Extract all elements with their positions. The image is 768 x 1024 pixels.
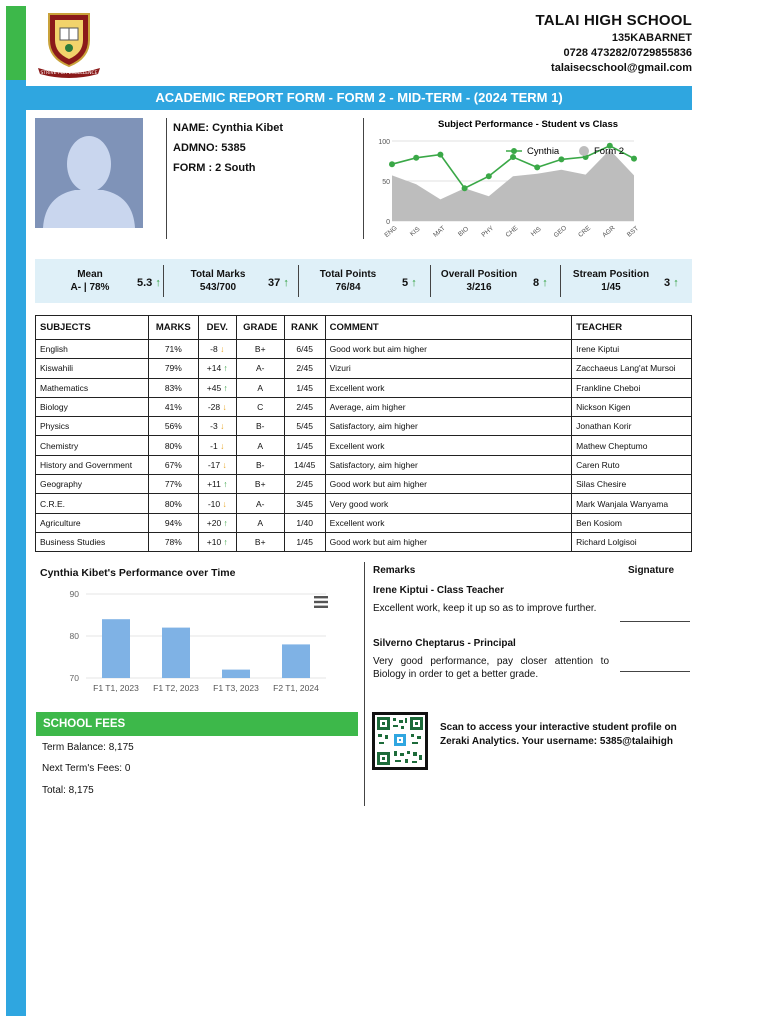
cell-grade: B+ [236,340,284,359]
student-point [413,155,419,161]
cell-grade: B+ [236,532,284,551]
x-tick-label: BST [625,225,641,239]
stream-position-label: Stream Position [572,269,650,280]
x-tick-label: CRE [577,224,593,239]
cell-dev [198,417,236,436]
cell-comment: Good work but aim higher [325,475,571,494]
cell-teacher: Irene Kiptui [572,340,692,359]
arrow-up-icon: ↑ [542,277,548,289]
arrow-down-icon: ↓ [220,402,227,413]
student-point [437,152,443,158]
school-header [536,12,692,74]
performance-chart-title: Cynthia Kibet's Performance over Time [40,567,236,579]
school-fees-header: SCHOOL FEES [36,712,358,736]
x-tick-label: CHE [504,224,520,239]
table-row [36,378,692,397]
cell-comment: Very good work [325,494,571,513]
cell-grade: A [236,378,284,397]
cell-marks: 94% [148,513,198,532]
legend-class: Form 2 [594,146,625,157]
table-row [36,532,692,551]
avatar-silhouette-icon [35,118,143,228]
column-header-dev: DEV. [198,316,236,340]
column-header-rank: RANK [284,316,325,340]
performance-over-time-chart [50,582,350,702]
column-header-comment: COMMENT [325,316,571,340]
y-tick-label: 100 [378,139,390,146]
student-point [534,164,540,170]
table-row [36,455,692,474]
cell-dev [198,475,236,494]
cell-rank: 1/45 [284,532,325,551]
table-row [36,397,692,416]
arrow-up-icon: ↑ [155,277,161,289]
student-name: NAME: Cynthia Kibet [173,122,283,134]
overall-position-label: Overall Position [440,269,518,280]
arrow-down-icon: ↓ [217,344,225,355]
dev-value: -17 [207,459,221,470]
legend-student: Cynthia [527,146,560,157]
x-tick-label: KIS [408,225,422,238]
cell-dev [198,436,236,455]
student-admno: ADMNO: 5385 [173,142,246,154]
cell-rank: 1/45 [284,378,325,397]
class-teacher-signature-line [620,621,690,622]
qr-code[interactable] [372,712,428,770]
student-point [389,161,395,167]
chart-legend [506,146,624,157]
cell-dev [198,359,236,378]
column-header-grade: GRADE [236,316,284,340]
cell-subject: Physics [36,417,149,436]
arrow-down-icon: ↓ [220,498,227,509]
total-marks-value: 543/700 [199,282,237,293]
cell-dev [198,494,236,513]
student-info [166,118,362,239]
dev-value: -3 [210,421,218,432]
cell-grade: B- [236,417,284,436]
summary-strip [35,259,692,303]
cell-rank: 2/45 [284,359,325,378]
student-point [510,154,516,160]
column-header-subjects: SUBJECTS [36,316,149,340]
table-row [36,359,692,378]
dev-value: +11 [207,479,221,490]
cell-dev [198,455,236,474]
performance-bar [162,628,190,678]
cell-subject: Chemistry [36,436,149,455]
cell-subject: English [36,340,149,359]
table-header-row [36,316,692,340]
stream-position-value: 1/45 [601,282,621,293]
student-photo [35,118,143,228]
total-points-deviation: 5 ↑ [402,277,417,289]
cell-grade: B- [236,455,284,474]
student-point [486,173,492,179]
cell-marks: 56% [148,417,198,436]
table-row [36,475,692,494]
cell-comment: Excellent work [325,378,571,397]
cell-dev [198,340,236,359]
x-tick-label: F1 T3, 2023 [213,683,259,693]
divider [363,118,364,239]
chart-menu-icon[interactable] [314,596,328,608]
chart-title: Subject Performance - Student vs Class [437,119,619,130]
cell-grade: A- [236,359,284,378]
side-accent-strip [6,6,26,1016]
student-form: FORM : 2 South [173,162,256,174]
cell-rank: 1/40 [284,513,325,532]
x-tick-label: ENG [383,224,399,240]
cell-subject: Biology [36,397,149,416]
crest-motto: STRIVE FOR EXCELLENCE [40,71,98,76]
mean-label: Mean [77,269,103,280]
school-name: TALAI HIGH SCHOOL [535,12,692,29]
total-points-value: 76/84 [335,282,361,293]
arrow-up-icon: ↑ [673,277,679,289]
performance-bar [102,619,130,678]
dev-value: +14 [206,363,222,374]
arrow-down-icon: ↓ [217,421,225,432]
qr-code-icon [375,715,425,767]
cell-teacher: Silas Chesire [572,475,692,494]
student-point [631,156,637,162]
y-tick-label: 50 [382,179,390,186]
cell-rank: 6/45 [284,340,325,359]
divider [364,562,365,806]
arrow-down-icon: ↓ [220,459,227,470]
cell-grade: C [236,397,284,416]
signature-header: Signature [628,565,675,576]
table-row [36,494,692,513]
cell-comment: Good work but aim higher [325,340,571,359]
cell-marks: 41% [148,397,198,416]
cell-grade: A [236,513,284,532]
class-series-area [392,150,634,221]
performance-bar [282,644,310,678]
report-title: ACADEMIC REPORT FORM - FORM 2 - MID-TERM - (2024 TERM 1) [26,86,692,110]
dev-value: -8 [210,344,218,355]
student-point [558,156,564,162]
cell-rank: 2/45 [284,397,325,416]
class-teacher-remark: Excellent work, keep it up so as to improve further. [373,603,597,614]
dev-value: +10 [206,537,222,548]
arrow-up-icon: ↑ [220,479,228,490]
x-tick-label: F1 T2, 2023 [153,683,199,693]
cell-grade: A- [236,494,284,513]
cell-marks: 80% [148,436,198,455]
dev-value: -1 [210,440,218,451]
class-teacher-name: Irene Kiptui - Class Teacher [373,585,504,596]
cell-rank: 2/45 [284,475,325,494]
cell-marks: 83% [148,378,198,397]
cell-comment: Satisfactory, aim higher [325,455,571,474]
cell-subject: Business Studies [36,532,149,551]
student-point [462,185,468,191]
table-row [36,340,692,359]
dev-value: -28 [207,402,221,413]
principal-remark: Very good performance, pay closer attention to Biology in order to get a better grade. [373,656,609,680]
cell-marks: 71% [148,340,198,359]
cell-rank: 1/45 [284,436,325,455]
cell-teacher: Mathew Cheptumo [572,436,692,455]
next-term-fees: Next Term's Fees: 0 [42,763,131,774]
cell-teacher: Caren Ruto [572,455,692,474]
cell-teacher: Ben Kosiom [572,513,692,532]
school-email: talaisecschool@gmail.com [551,62,692,74]
subjects-table [35,315,692,552]
dev-value: +45 [206,382,222,393]
column-header-teacher: TEACHER [572,316,692,340]
principal-signature-line [620,671,690,672]
cell-comment: Average, aim higher [325,397,571,416]
cell-dev [198,397,236,416]
arrow-up-icon: ↑ [221,517,228,528]
cell-teacher: Nickson Kigen [572,397,692,416]
cell-teacher: Mark Wanjala Wanyama [572,494,692,513]
arrow-up-icon: ↑ [283,277,289,289]
y-tick-label: 90 [69,589,79,599]
cell-comment: Excellent work [325,436,571,455]
x-tick-label: PHY [480,224,496,239]
fees-total: Total: 8,175 [42,785,94,796]
overall-position-deviation: 8 ↑ [533,277,548,289]
cell-comment: Vizuri [325,359,571,378]
table-row [36,417,692,436]
overall-position-value: 3/216 [466,282,492,293]
principal-name: Silverno Cheptarus - Principal [373,638,516,649]
column-header-marks: MARKS [148,316,198,340]
table-row [36,436,692,455]
cell-subject: History and Government [36,455,149,474]
arrow-up-icon: ↑ [221,537,228,548]
qr-instructions: Scan to access your interactive student profile on Zeraki Analytics. Your username: 5385@talaihigh [440,722,677,747]
school-crest-icon [36,10,102,78]
x-tick-label: F1 T1, 2023 [93,683,139,693]
cell-grade: B+ [236,475,284,494]
cell-subject: Mathematics [36,378,149,397]
cell-marks: 77% [148,475,198,494]
school-phones: 0728 473282/0729855836 [563,47,692,59]
side-accent-green [6,6,26,80]
x-tick-label: GEO [552,224,569,240]
cell-teacher: Richard Lolgisoi [572,532,692,551]
cell-marks: 80% [148,494,198,513]
cell-subject: C.R.E. [36,494,149,513]
cell-teacher: Frankline Cheboi [572,378,692,397]
arrow-up-icon: ↑ [221,382,228,393]
y-tick-label: 0 [386,219,390,226]
cell-marks: 79% [148,359,198,378]
x-tick-label: BIO [457,225,471,239]
subject-performance-chart [366,115,692,250]
y-tick-label: 70 [69,673,79,683]
cell-rank: 14/45 [284,455,325,474]
cell-dev [198,378,236,397]
arrow-down-icon: ↓ [217,440,225,451]
arrow-up-icon: ↑ [221,363,228,374]
dev-value: +20 [206,517,222,528]
cell-teacher: Zacchaeus Lang'at Mursoi [572,359,692,378]
school-code: 135KABARNET [611,32,692,44]
total-marks-deviation: 37 ↑ [268,277,289,289]
y-tick-label: 80 [69,631,79,641]
arrow-up-icon: ↑ [411,277,417,289]
table-row [36,513,692,532]
term-balance: Term Balance: 8,175 [42,742,134,753]
cell-grade: A [236,436,284,455]
cell-teacher: Jonathan Korir [572,417,692,436]
cell-rank: 5/45 [284,417,325,436]
cell-dev [198,513,236,532]
x-tick-label: F2 T1, 2024 [273,683,319,693]
cell-dev [198,532,236,551]
dev-value: -10 [207,498,221,509]
total-points-label: Total Points [319,269,377,280]
stream-position-deviation: 3 ↑ [664,277,679,289]
x-tick-label: AGR [601,224,617,240]
cell-marks: 78% [148,532,198,551]
total-marks-label: Total Marks [190,269,246,280]
x-tick-label: MAT [432,224,447,239]
mean-deviation: 5.3 ↑ [137,277,161,289]
cell-subject: Geography [36,475,149,494]
cell-rank: 3/45 [284,494,325,513]
cell-marks: 67% [148,455,198,474]
remarks-header: Remarks [373,565,416,576]
mean-value: A- | 78% [70,282,110,293]
cell-subject: Agriculture [36,513,149,532]
performance-bar [222,670,250,678]
cell-comment: Satisfactory, aim higher [325,417,571,436]
cell-comment: Excellent work [325,513,571,532]
cell-comment: Good work but aim higher [325,532,571,551]
x-tick-label: HIS [529,225,543,239]
cell-subject: Kiswahili [36,359,149,378]
